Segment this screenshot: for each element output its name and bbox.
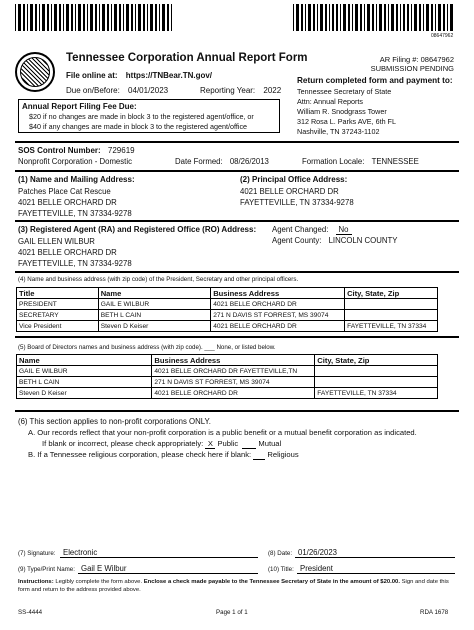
barcode-bar — [51, 4, 52, 31]
barcode-bar — [159, 4, 160, 31]
agent-line: FAYETTEVILLE, TN 37334-9278 — [18, 259, 132, 268]
sos-control-label: SOS Control Number: — [18, 146, 101, 155]
divider — [15, 141, 459, 143]
fee-heading: Annual Report Filing Fee Due: — [22, 102, 137, 111]
block6-b-prompt: B. If a Tennessee religious corporation, please check here if blank: — [28, 450, 254, 459]
barcode-bar — [99, 4, 100, 31]
barcode-bar — [87, 4, 88, 31]
barcode-bar — [135, 4, 136, 31]
block2-heading: (2) Principal Office Address: — [240, 175, 348, 184]
barcode-bar — [30, 4, 33, 31]
agent-changed-value: No — [336, 225, 352, 235]
agent-line: GAIL ELLEN WILBUR — [18, 237, 95, 246]
barcode-bar — [431, 4, 433, 31]
file-online — [66, 71, 212, 80]
reporting-year-value: 2022 — [263, 86, 282, 95]
director-name: Steven D Keiser — [17, 388, 152, 399]
corp-type: Nonprofit Corporation - Domestic — [18, 157, 132, 166]
barcode-bar — [332, 4, 335, 31]
barcode-bar — [388, 4, 389, 31]
officer-address: 4021 BELLE ORCHARD DR — [211, 321, 345, 332]
barcode-bar — [111, 4, 112, 31]
divider — [15, 170, 459, 172]
barcode-bar — [90, 4, 93, 31]
table-row — [17, 366, 438, 377]
barcode-bar — [352, 4, 353, 31]
print-name-value: Gail E Wilbur — [81, 564, 127, 573]
barcode-bar — [162, 4, 165, 31]
officer-name: BETH L CAIN — [98, 310, 210, 321]
column-header: Business Address — [211, 288, 345, 299]
block1-address — [18, 186, 132, 219]
file-online-label: File online at: — [66, 71, 118, 80]
barcode-bar — [400, 4, 401, 31]
reporting-year-label: Reporting Year: — [200, 86, 256, 95]
barcode-bar — [435, 4, 436, 31]
barcode-bar — [296, 4, 299, 31]
officer-city: FAYETTEVILLE, TN 37334 — [345, 321, 438, 332]
barcode-bar — [78, 4, 81, 31]
block3-address — [18, 236, 132, 269]
block6-a-line1: A. Our records reflect that your non-profit corporation is a public benefit or a mutual benefit corporation as indicated. — [28, 428, 417, 437]
divider — [15, 271, 459, 273]
return-heading: Return completed form and payment to: — [297, 76, 453, 85]
formation-locale-value: TENNESSEE — [371, 157, 419, 166]
barcode-bar — [126, 4, 129, 31]
barcode-bar — [419, 4, 421, 31]
barcode-bar — [438, 4, 441, 31]
barcode-bar — [308, 4, 311, 31]
barcode-bar — [396, 4, 398, 31]
public-checkbox[interactable]: X — [205, 439, 215, 449]
barcode-bar — [42, 4, 45, 31]
barcode-bar — [348, 4, 350, 31]
barcode-bar — [443, 4, 445, 31]
barcode-bar — [95, 4, 97, 31]
return-address — [297, 87, 396, 137]
column-header: City, State, Zip — [315, 355, 438, 366]
barcode-bar — [47, 4, 49, 31]
mutual-label: Mutual — [258, 439, 282, 448]
barcode-right — [293, 4, 455, 31]
column-header: Title — [17, 288, 99, 299]
file-online-url[interactable]: https://TNBear.TN.gov/ — [125, 71, 213, 80]
print-name-label: (9) Type/Print Name: — [18, 566, 75, 573]
officer-city — [345, 299, 438, 310]
barcode-bar — [391, 4, 394, 31]
state-seal-icon — [15, 52, 55, 92]
officer-name: GAIL E WILBUR — [98, 299, 210, 310]
due-label: Due on/Before: — [66, 86, 120, 95]
block2-address — [240, 186, 354, 208]
director-address: 271 N DAVIS ST FORREST, MS 39074 — [152, 377, 315, 388]
ar-filing: AR Filing #: 08647962 — [379, 55, 454, 64]
divider — [15, 336, 459, 338]
officer-title: Vice President — [17, 321, 99, 332]
barcode-bar — [426, 4, 429, 31]
officer-address: 4021 BELLE ORCHARD DR — [211, 299, 345, 310]
agent-changed-label: Agent Changed: — [272, 225, 329, 234]
barcode-bar — [71, 4, 73, 31]
barcode-bar — [450, 4, 453, 31]
table-row — [17, 321, 438, 332]
date-formed-label: Date Formed: — [175, 157, 223, 166]
block6-a-prompt: If blank or incorrect, please check appropriately: — [42, 439, 206, 448]
officer-name: Steven D Keiser — [98, 321, 210, 332]
signature-label: (7) Signature: — [18, 550, 56, 557]
director-name: GAIL E WILBUR — [17, 366, 152, 377]
title-label: (10) Title: — [268, 566, 294, 573]
return-line: Nashville, TN 37243-1102 — [297, 127, 380, 136]
column-header: Business Address — [152, 355, 315, 366]
barcode-bar — [320, 4, 323, 31]
barcode-number: 08647962 — [431, 33, 454, 39]
date-formed-value: 08/26/2013 — [229, 157, 269, 166]
barcode-bar — [403, 4, 406, 31]
submission-status: SUBMISSION PENDING — [370, 64, 454, 73]
instructions-label: Instructions: — [18, 579, 54, 585]
barcode-bar — [313, 4, 315, 31]
print-name-line — [78, 573, 258, 574]
barcode-bar — [384, 4, 386, 31]
mailing-line: 4021 BELLE ORCHARD DR — [18, 198, 117, 207]
reporting-year — [200, 86, 281, 95]
barcode-bar — [138, 4, 141, 31]
block4-heading: (4) Name and business address (with zip code) of the President, Secretary and other principal officers. — [18, 276, 299, 283]
barcode-bar — [66, 4, 69, 31]
barcode-left — [15, 4, 175, 31]
form-number: SS-4444 — [18, 609, 43, 616]
barcode-bar — [75, 4, 76, 31]
religious-checkbox[interactable] — [253, 450, 265, 460]
agent-line: 4021 BELLE ORCHARD DR — [18, 248, 117, 257]
barcode-bar — [301, 4, 303, 31]
table-row — [17, 310, 438, 321]
date-formed — [175, 157, 269, 166]
officer-address: 271 N DAVIS ST FORREST, MS 39074 — [211, 310, 345, 321]
instructions — [18, 578, 458, 594]
barcode-bar — [23, 4, 25, 31]
table-header-row — [17, 355, 438, 366]
date-value: 01/26/2023 — [298, 548, 338, 557]
director-address: 4021 BELLE ORCHARD DR FAYETTEVILLE,TN — [152, 366, 315, 377]
signature-line — [60, 557, 258, 558]
date-line — [295, 557, 455, 558]
barcode-bar — [15, 4, 16, 31]
agent-county-label: Agent County: — [272, 236, 322, 245]
mailing-line: Patches Place Cat Rescue — [18, 187, 111, 196]
fee-box — [18, 99, 280, 133]
column-header: Name — [17, 355, 152, 366]
barcode-bar — [147, 4, 148, 31]
barcode-bar — [329, 4, 330, 31]
principal-line: 4021 BELLE ORCHARD DR — [240, 187, 339, 196]
divider — [15, 220, 459, 222]
block6-a-line2 — [42, 439, 281, 449]
block6-b-line — [28, 450, 299, 460]
director-city: FAYETTEVILLE, TN 37334 — [315, 388, 438, 399]
table-row — [17, 388, 438, 399]
barcode-bar — [305, 4, 306, 31]
barcode-bar — [411, 4, 412, 31]
fee-line-1: $20 if no changes are made in block 3 to the registered agent/office, or — [29, 112, 254, 121]
column-header: City, State, Zip — [345, 288, 438, 299]
return-line: Tennessee Secretary of State — [297, 87, 392, 96]
fee-line-2: $40 if any changes are made in block 3 to the registered agent/office — [29, 122, 248, 131]
barcode-bar — [131, 4, 133, 31]
barcode-bar — [59, 4, 61, 31]
barcode-bar — [39, 4, 40, 31]
barcode-bar — [171, 4, 172, 31]
barcode-bar — [360, 4, 362, 31]
divider — [15, 410, 459, 412]
barcode-bar — [63, 4, 64, 31]
barcode-bar — [423, 4, 424, 31]
officer-title: PRESIDENT — [17, 299, 99, 310]
barcode-bar — [414, 4, 417, 31]
directors-table — [16, 354, 438, 399]
table-row — [17, 377, 438, 388]
formation-locale — [302, 157, 419, 166]
barcode-bar — [107, 4, 109, 31]
officers-table — [16, 287, 438, 332]
officer-city — [345, 310, 438, 321]
barcode-bar — [325, 4, 327, 31]
barcode-bar — [364, 4, 365, 31]
column-header: Name — [98, 288, 210, 299]
barcode-bar — [293, 4, 294, 31]
barcode-bar — [123, 4, 124, 31]
principal-line: FAYETTEVILLE, TN 37334-9278 — [240, 198, 354, 207]
return-line: William R. Snodgrass Tower — [297, 107, 387, 116]
agent-county — [272, 236, 397, 245]
table-header-row — [17, 288, 438, 299]
agent-changed — [272, 225, 352, 235]
form-title: Tennessee Corporation Annual Report Form — [66, 52, 308, 64]
due-value: 04/01/2023 — [128, 86, 169, 95]
instructions-text-3: Sign and date this form and return to the address provided above. — [18, 579, 449, 593]
title-value: President — [300, 564, 333, 573]
barcode-bar — [18, 4, 21, 31]
barcode-bar — [83, 4, 85, 31]
barcode-bar — [355, 4, 358, 31]
instructions-text-1: Legibly complete the form above. — [55, 579, 143, 585]
return-line: Attn: Annual Reports — [297, 97, 363, 106]
instructions-text-2: Enclose a check made payable to the Tennessee Secretary of State in the amount of $20.00. — [143, 579, 400, 585]
barcode-bar — [119, 4, 121, 31]
return-line: 312 Rosa L. Parks AVE, 6th FL — [297, 117, 396, 126]
signature-value: Electronic — [63, 548, 98, 557]
date-label: (8) Date: — [268, 550, 293, 557]
barcode-bar — [150, 4, 153, 31]
barcode-bar — [407, 4, 409, 31]
mailing-line: FAYETTEVILLE, TN 37334-9278 — [18, 209, 132, 218]
barcode-bar — [102, 4, 105, 31]
officer-title: SECRETARY — [17, 310, 99, 321]
agent-county-value: LINCOLN COUNTY — [328, 236, 398, 245]
barcode-bar — [372, 4, 374, 31]
barcode-bar — [367, 4, 370, 31]
barcode-bar — [317, 4, 318, 31]
barcode-bar — [155, 4, 157, 31]
director-address: 4021 BELLE ORCHARD DR — [152, 388, 315, 399]
formation-locale-label: Formation Locale: — [302, 157, 365, 166]
barcode-bar — [54, 4, 57, 31]
religious-label: Religious — [267, 450, 299, 459]
due-date — [66, 86, 168, 95]
page-number: Page 1 of 1 — [216, 609, 248, 616]
barcode-bar — [379, 4, 382, 31]
sos-control — [18, 146, 135, 155]
director-city — [315, 366, 438, 377]
public-label: Public — [217, 439, 239, 448]
sos-control-number: 729619 — [107, 146, 135, 155]
barcode-bar — [167, 4, 169, 31]
director-name: BETH L CAIN — [17, 377, 152, 388]
barcode-bar — [27, 4, 28, 31]
barcode-bar — [114, 4, 117, 31]
director-city — [315, 377, 438, 388]
rda-number: RDA 1678 — [420, 609, 449, 616]
barcode-bar — [143, 4, 145, 31]
block1-heading: (1) Name and Mailing Address: — [18, 175, 135, 184]
mutual-checkbox[interactable] — [242, 439, 256, 449]
barcode-bar — [340, 4, 341, 31]
barcode-bar — [376, 4, 377, 31]
block3-heading: (3) Registered Agent (RA) and Registered Office (RO) Address: — [18, 225, 257, 234]
barcode-bar — [447, 4, 448, 31]
title-line — [297, 573, 455, 574]
block5-heading: (5) Board of Directors names and business address (with zip code). ___ None, or listed below. — [18, 344, 276, 351]
barcode-bar — [343, 4, 346, 31]
table-row — [17, 299, 438, 310]
barcode-bar — [35, 4, 37, 31]
block6-heading: (6) This section applies to non-profit corporations ONLY. — [18, 417, 211, 426]
barcode-bar — [336, 4, 338, 31]
